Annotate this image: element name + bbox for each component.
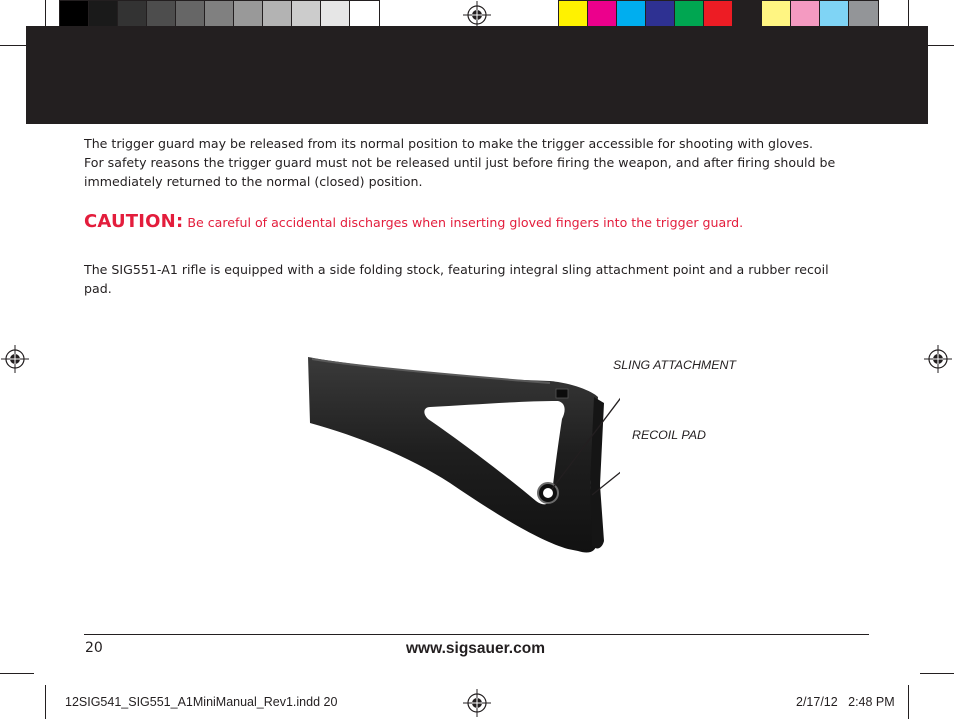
footer-rule xyxy=(84,634,869,635)
slug-timestamp: 2/17/12 2:48 PM xyxy=(796,695,895,709)
caution-label: CAUTION: xyxy=(84,211,184,232)
trigger-guard-paragraph xyxy=(84,134,835,191)
sling-attachment-label: SLING ATTACHMENT xyxy=(613,358,736,372)
crop-mark xyxy=(0,673,34,674)
page-number: 20 xyxy=(85,640,103,656)
registration-mark-icon xyxy=(463,1,491,29)
paragraph-line: For safety reasons the trigger guard must not be released until just before firing the weapon, and after firing should be xyxy=(84,155,836,170)
slug-filename: 12SIG541_SIG551_A1MiniManual_Rev1.indd 20 xyxy=(65,695,338,709)
registration-mark-icon xyxy=(463,689,491,717)
registration-mark-icon xyxy=(924,345,952,373)
paragraph-line: immediately returned to the normal (closed) position. xyxy=(84,174,423,189)
caution-text: Be careful of accidental discharges when inserting gloved fingers into the trigger guard. xyxy=(187,215,744,230)
paragraph-line: The trigger guard may be released from its normal position to make the trigger accessible for shooting with gloves. xyxy=(84,136,814,151)
recoil-pad-label: RECOIL PAD xyxy=(632,428,706,442)
header-band xyxy=(26,26,928,124)
paragraph-line: The SIG551-A1 rifle is equipped with a side folding stock, featuring integral sling attachment point and a rubber recoil xyxy=(84,262,829,277)
registration-mark-icon xyxy=(1,345,29,373)
website-url: www.sigsauer.com xyxy=(406,640,545,657)
crop-mark xyxy=(920,673,954,674)
paragraph-line: pad. xyxy=(84,281,112,296)
caution-notice xyxy=(84,211,743,232)
folding-stock-illustration xyxy=(300,345,620,560)
stock-paragraph xyxy=(84,260,829,298)
crop-mark xyxy=(908,685,909,719)
crop-mark xyxy=(45,685,46,719)
